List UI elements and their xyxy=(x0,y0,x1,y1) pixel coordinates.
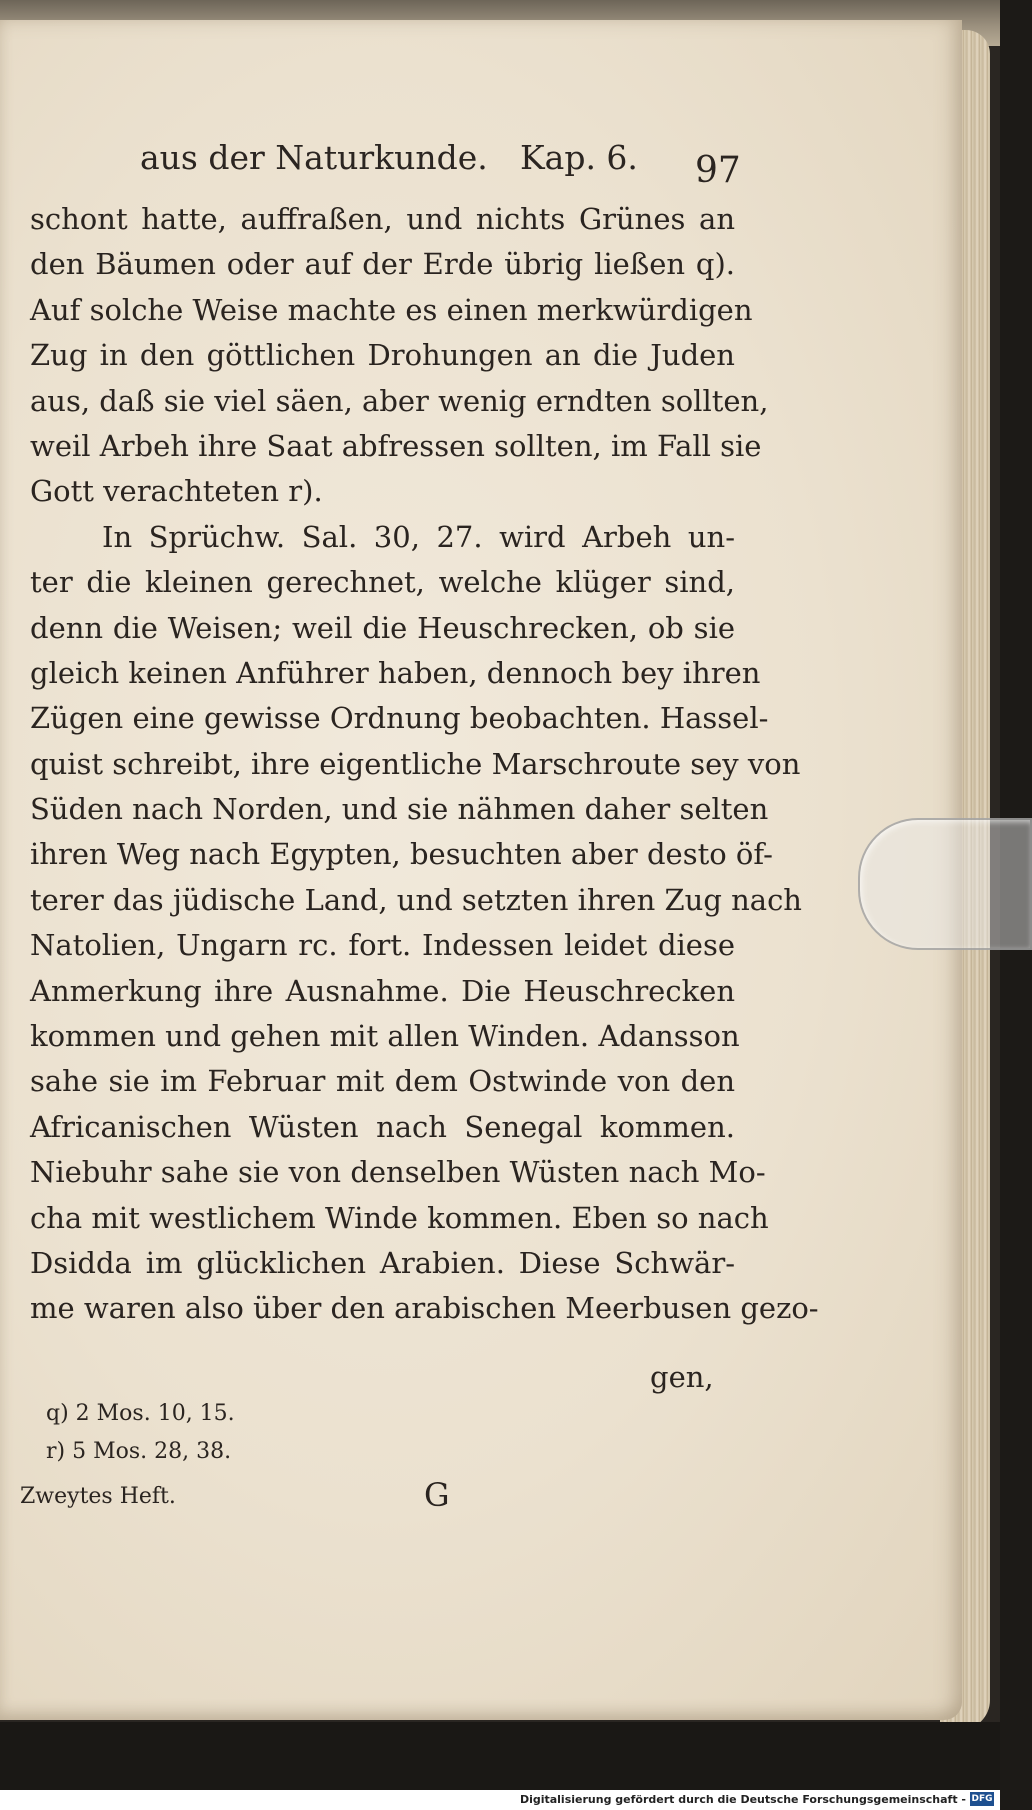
text-line: sahe sie im Februar mit dem Ostwinde von den xyxy=(30,1064,735,1099)
text-line: cha mit westlichem Winde kommen. Eben so nach xyxy=(30,1200,769,1235)
body-text xyxy=(30,197,819,1332)
funding-credit: Digitalisierung gefördert durch die Deutsche Forschungsgemeinschaft - xyxy=(519,1793,966,1806)
text-line: quist schreibt, ihre eigentliche Marschroute sey von xyxy=(30,746,801,781)
text-line: Natolien, Ungarn rc. fort. Indessen leidet diese xyxy=(30,928,735,963)
text-line: den Bäumen oder auf der Erde übrig ließen q). xyxy=(30,247,735,282)
signature-mark: G xyxy=(424,1476,450,1514)
text-line: ihren Weg nach Egypten, besuchten aber desto öf- xyxy=(30,837,773,872)
text-line: In Sprüchw. Sal. 30, 27. wird Arbeh un- xyxy=(102,519,735,554)
text-line: me waren also über den arabischen Meerbusen gezo- xyxy=(30,1291,819,1326)
page-clip xyxy=(858,818,1032,950)
signature-note: Zweytes Heft. xyxy=(20,1484,176,1509)
text-line: Niebuhr sahe sie von denselben Wüsten nach Mo- xyxy=(30,1155,766,1190)
text-line: Auf solche Weise machte es einen merkwürdigen xyxy=(30,292,753,327)
text-line: schont hatte, auffraßen, und nichts Grünes an xyxy=(30,202,735,236)
footnote: r) 5 Mos. 28, 38. xyxy=(46,1439,232,1464)
text-line: Zug in den göttlichen Drohungen an die Juden xyxy=(30,338,735,373)
text-line: aus, daß sie viel säen, aber wenig erndten sollten, xyxy=(30,383,769,418)
text-line: kommen und gehen mit allen Winden. Adansson xyxy=(30,1019,740,1054)
text-line: Zügen eine gewisse Ordnung beobachten. Hassel- xyxy=(30,701,769,736)
text-line: terer das jüdische Land, und setzten ihren Zug nach xyxy=(30,882,802,917)
text-line: Africanischen Wüsten nach Senegal kommen. xyxy=(30,1109,735,1144)
page-number: 97 xyxy=(695,150,741,191)
dfg-logo: DFG xyxy=(971,1794,993,1804)
scan-background xyxy=(0,1722,1000,1790)
text-line: Dsidda im glücklichen Arabien. Diese Schwär- xyxy=(30,1245,735,1280)
text-line: denn die Weisen; weil die Heuschrecken, ob sie xyxy=(30,610,735,645)
text-line: weil Arbeh ihre Saat abfressen sollten, im Fall sie xyxy=(30,428,762,463)
footnotes xyxy=(40,1395,235,1471)
running-title: aus der Naturkunde. xyxy=(140,138,488,177)
running-header xyxy=(140,138,740,188)
chapter-label: Kap. 6. xyxy=(520,138,638,177)
catchword: gen, xyxy=(650,1360,714,1394)
text-line: gleich keinen Anführer haben, dennoch bey ihren xyxy=(30,655,761,690)
text-line: Anmerkung ihre Ausnahme. Die Heuschrecken xyxy=(30,973,735,1008)
text-line: Süden nach Norden, und sie nähmen daher selten xyxy=(30,792,769,827)
text-line: ter die kleinen gerechnet, welche klüger sind, xyxy=(30,565,735,600)
text-line: Gott verachteten r). xyxy=(30,474,323,509)
footnote: q) 2 Mos. 10, 15. xyxy=(46,1401,235,1426)
